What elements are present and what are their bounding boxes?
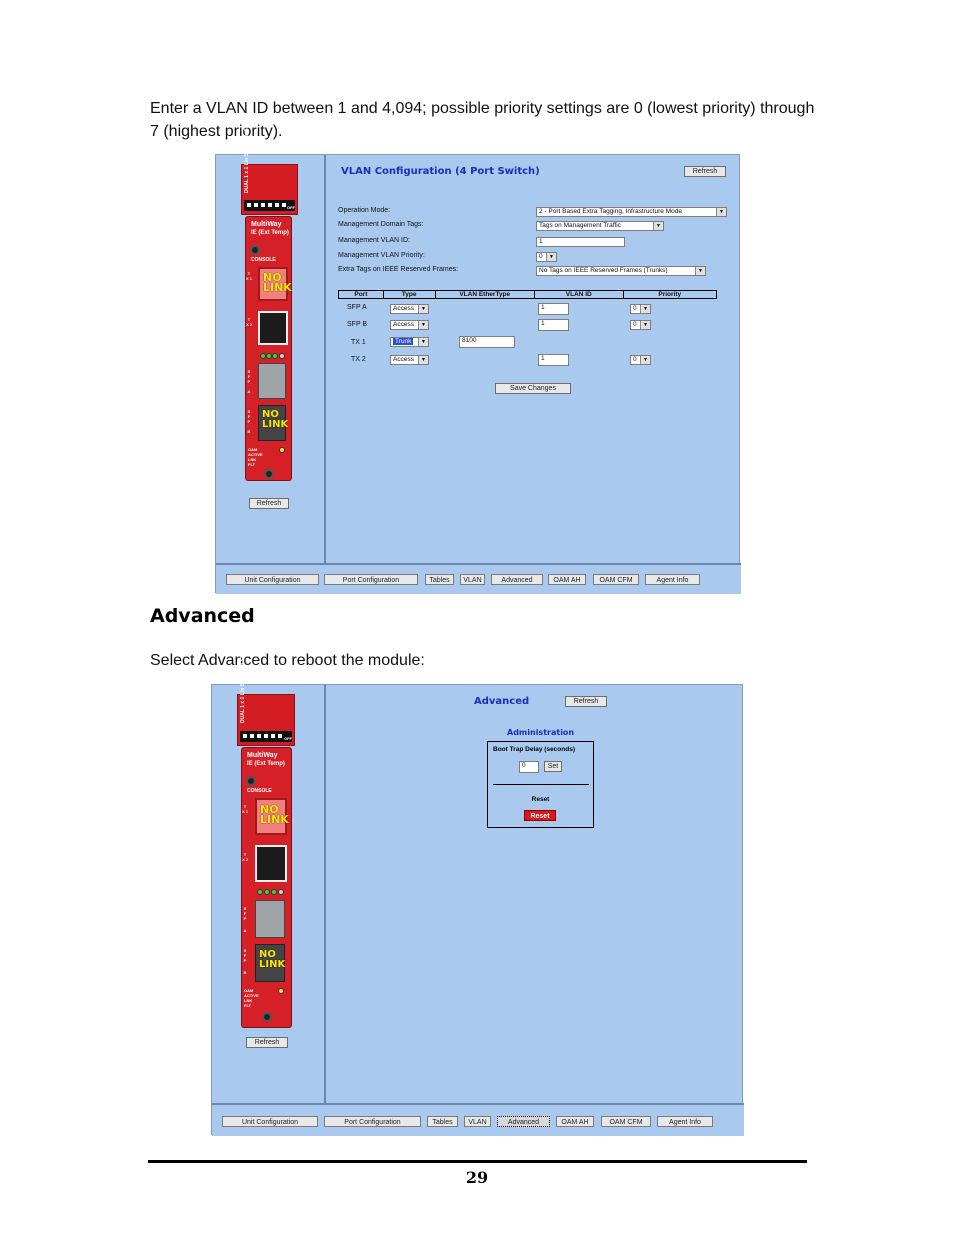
console-knob bbox=[250, 245, 260, 255]
device-sidebar bbox=[212, 647, 326, 1103]
row-priority-select[interactable]: 0 ▼ bbox=[630, 320, 651, 330]
chevron-down-icon: ▼ bbox=[716, 208, 726, 216]
row-ethertype-input[interactable]: 8100 bbox=[459, 336, 515, 348]
led-3 bbox=[272, 353, 278, 359]
tx1-port bbox=[258, 267, 292, 301]
device-brand bbox=[247, 752, 285, 768]
device-brand bbox=[251, 221, 289, 237]
row-port-label: TX 2 bbox=[351, 356, 366, 363]
led-4 bbox=[279, 353, 285, 359]
dip-label: DUAL 1 x 1 Lin SFP B Lin SFP A bbox=[244, 117, 250, 193]
chevron-down-icon: ▼ bbox=[653, 222, 663, 230]
nav-agent-info[interactable]: Agent Info bbox=[657, 1116, 713, 1127]
operation-mode-select[interactable]: 2 - Port Based Extra Tagging, Infrastructure Mode ▼ bbox=[536, 207, 727, 217]
led-2 bbox=[264, 889, 270, 895]
tx1-no-link: NO LINK bbox=[263, 271, 292, 294]
nav-port-configuration[interactable]: Port Configuration bbox=[324, 1116, 421, 1127]
section-heading: Advanced bbox=[150, 605, 255, 627]
tx2-side-label: T X 2 bbox=[242, 852, 249, 862]
row-vlan-id-input[interactable]: 1 bbox=[538, 354, 569, 366]
sfp-a-letter: A bbox=[247, 389, 251, 394]
nav-vlan[interactable]: VLAN bbox=[464, 1116, 491, 1127]
row-type-select[interactable]: Access ▼ bbox=[390, 355, 429, 365]
sfp-b-no-link: NO LINK bbox=[259, 949, 286, 970]
tx2-port bbox=[255, 845, 287, 882]
console-knob bbox=[246, 776, 256, 786]
nav-vlan[interactable]: VLAN bbox=[460, 574, 485, 585]
advanced-title: Advanced bbox=[474, 696, 530, 707]
vlan-refresh-button[interactable]: Refresh bbox=[684, 166, 726, 177]
chevron-down-icon: ▼ bbox=[546, 253, 556, 261]
vlan-title: VLAN Configuration (4 Port Switch) bbox=[341, 166, 540, 177]
set-button[interactable]: Set bbox=[544, 761, 562, 772]
led-1 bbox=[257, 889, 263, 895]
chevron-down-icon: ▼ bbox=[418, 305, 428, 313]
row-port-label: SFP B bbox=[347, 321, 368, 328]
sfp-b-letter: B bbox=[247, 429, 251, 434]
intro-line-1: Enter a VLAN ID between 1 and 4,094; possible priority settings are 0 (lowest priority) through bbox=[150, 100, 815, 117]
brand-line-1: MultiWay bbox=[247, 752, 278, 759]
sfp-b-side-label: S F P bbox=[243, 948, 247, 963]
row-vlan-id-input[interactable]: 1 bbox=[538, 303, 569, 315]
tx1-side-label: T X 1 bbox=[246, 271, 253, 281]
row-type-select[interactable]: Trunk ▼ bbox=[390, 337, 429, 347]
header-port: Port bbox=[339, 291, 384, 298]
nav-agent-info[interactable]: Agent Info bbox=[645, 574, 700, 585]
header-priority: Priority bbox=[658, 291, 682, 298]
row-priority-select[interactable]: 0 ▼ bbox=[630, 355, 651, 365]
row-type-select[interactable]: Access ▼ bbox=[390, 304, 429, 314]
extra-tags-select[interactable]: No Tags on IEEE Reserved Frames (Trunks) ▼ bbox=[536, 266, 706, 276]
dip-off-label: OFF bbox=[284, 736, 292, 741]
nav-advanced[interactable]: Advanced bbox=[491, 574, 543, 585]
status-oam: OAM bbox=[244, 988, 254, 993]
intro-line-2: 7 (highest priority). bbox=[150, 123, 283, 140]
nav-unit-configuration[interactable]: Unit Configuration bbox=[226, 574, 319, 585]
sfp-b-letter: B bbox=[243, 970, 247, 975]
dip-off-label: OFF bbox=[287, 205, 295, 210]
save-changes-button[interactable]: Save Changes bbox=[495, 383, 571, 394]
section-text: Select Advanced to reboot the module: bbox=[150, 652, 425, 669]
row-type-select[interactable]: Access ▼ bbox=[390, 320, 429, 330]
bottom-screw bbox=[264, 469, 274, 479]
brand-line-2: IE (Ext Temp) bbox=[251, 230, 289, 236]
bottom-nav-bar bbox=[216, 563, 741, 594]
nav-oam-cfm[interactable]: OAM CFM bbox=[593, 574, 639, 585]
mgmt-vlan-id-input[interactable]: 1 bbox=[536, 237, 625, 247]
sfp-b-port bbox=[255, 944, 285, 982]
chevron-down-icon: ▼ bbox=[640, 356, 650, 364]
chevron-down-icon: ▼ bbox=[640, 321, 650, 329]
administration-panel bbox=[487, 741, 594, 828]
sfp-a-letter: A bbox=[243, 928, 247, 933]
mgmt-domain-tags-select[interactable]: Tags on Management Traffic ▼ bbox=[536, 221, 664, 231]
led-oam bbox=[279, 447, 285, 453]
extra-tags-label: Extra Tags on IEEE Reserved Frames: bbox=[338, 266, 459, 273]
operation-mode-label: Operation Mode: bbox=[338, 207, 391, 214]
led-3 bbox=[271, 889, 277, 895]
status-flt: FLT bbox=[244, 1003, 252, 1008]
nav-port-configuration[interactable]: Port Configuration bbox=[324, 574, 418, 585]
advanced-refresh-button[interactable]: Refresh bbox=[565, 696, 607, 707]
mgmt-vlan-id-label: Management VLAN ID: bbox=[338, 237, 410, 244]
sfp-a-side-label: S F P bbox=[243, 906, 247, 921]
led-oam bbox=[278, 988, 284, 994]
reset-label: Reset bbox=[531, 796, 550, 803]
row-priority-select[interactable]: 0 ▼ bbox=[630, 304, 651, 314]
nav-tables[interactable]: Tables bbox=[427, 1116, 458, 1127]
device-refresh-button[interactable]: Refresh bbox=[246, 1037, 288, 1048]
reset-button[interactable]: Reset bbox=[524, 810, 556, 821]
sfp-a-side-label: S F P bbox=[247, 369, 251, 384]
console-label: CONSOLE bbox=[251, 257, 276, 263]
row-vlan-id-input[interactable]: 1 bbox=[538, 319, 569, 331]
bottom-screw bbox=[262, 1012, 272, 1022]
status-lnk: LNK bbox=[244, 998, 253, 1003]
dip-switch-block bbox=[241, 117, 298, 215]
status-oam: OAM bbox=[248, 447, 258, 452]
administration-title: Administration bbox=[507, 728, 575, 737]
row-port-label: SFP A bbox=[347, 304, 367, 311]
dip-label: DUAL 1 x 1 Lin SFP B Lin SFP A bbox=[240, 647, 246, 723]
sfp-a-port bbox=[258, 363, 286, 399]
sfp-b-no-link: NO LINK bbox=[262, 409, 289, 430]
tx1-no-link: NO LINK bbox=[260, 803, 289, 826]
status-flt: FLT bbox=[248, 462, 256, 467]
boot-trap-label: Boot Trap Delay (seconds) bbox=[493, 746, 575, 753]
chevron-down-icon: ▼ bbox=[640, 305, 650, 313]
page-number: 29 bbox=[465, 1168, 489, 1187]
row-port-label: TX 1 bbox=[351, 339, 366, 346]
nav-tables[interactable]: Tables bbox=[425, 574, 454, 585]
led-4 bbox=[278, 889, 284, 895]
header-ethertype: VLAN EtherType bbox=[436, 291, 535, 298]
bottom-nav-bar bbox=[212, 1103, 744, 1136]
port-table-header bbox=[338, 290, 717, 299]
tx2-side-label: T X 2 bbox=[246, 317, 253, 327]
mgmt-vlan-priority-label: Management VLAN Priority: bbox=[338, 252, 425, 259]
mgmt-domain-tags-label: Management Domain Tags: bbox=[338, 221, 424, 228]
sfp-b-side-label: S F P bbox=[247, 409, 251, 424]
status-active: ACTIVE bbox=[248, 452, 263, 457]
chevron-down-icon: ▼ bbox=[695, 267, 705, 275]
nav-unit-configuration[interactable]: Unit Configuration bbox=[222, 1116, 318, 1127]
admin-divider bbox=[493, 784, 589, 785]
tx1-port bbox=[255, 798, 287, 835]
boot-trap-input[interactable]: 0 bbox=[519, 761, 539, 773]
nav-oam-ah[interactable]: OAM AH bbox=[548, 574, 586, 585]
header-vlan-id: VLAN ID bbox=[535, 291, 624, 298]
mgmt-vlan-priority-select[interactable]: 0 ▼ bbox=[536, 252, 557, 262]
tx2-port bbox=[258, 311, 288, 345]
nav-oam-cfm[interactable]: OAM CFM bbox=[601, 1116, 651, 1127]
sfp-b-port bbox=[258, 405, 289, 441]
dip-switch-block bbox=[237, 647, 295, 746]
console-label: CONSOLE bbox=[247, 788, 272, 794]
device-card bbox=[241, 747, 292, 1028]
tx1-side-label: T X 1 bbox=[242, 804, 249, 814]
chevron-down-icon: ▼ bbox=[418, 338, 428, 346]
chevron-down-icon: ▼ bbox=[418, 356, 428, 364]
device-refresh-button[interactable]: Refresh bbox=[249, 498, 289, 509]
status-lnk: LNK bbox=[248, 457, 257, 462]
nav-advanced[interactable]: Advanced bbox=[497, 1116, 550, 1127]
device-card bbox=[245, 216, 292, 481]
status-active: ACTIVE bbox=[244, 993, 259, 998]
header-type: Type bbox=[384, 291, 436, 298]
sfp-a-port bbox=[255, 900, 285, 938]
brand-line-1: MultiWay bbox=[251, 221, 282, 228]
brand-line-2: IE (Ext Temp) bbox=[247, 761, 285, 767]
nav-oam-ah[interactable]: OAM AH bbox=[556, 1116, 594, 1127]
chevron-down-icon: ▼ bbox=[418, 321, 428, 329]
footer-rule bbox=[148, 1160, 807, 1163]
